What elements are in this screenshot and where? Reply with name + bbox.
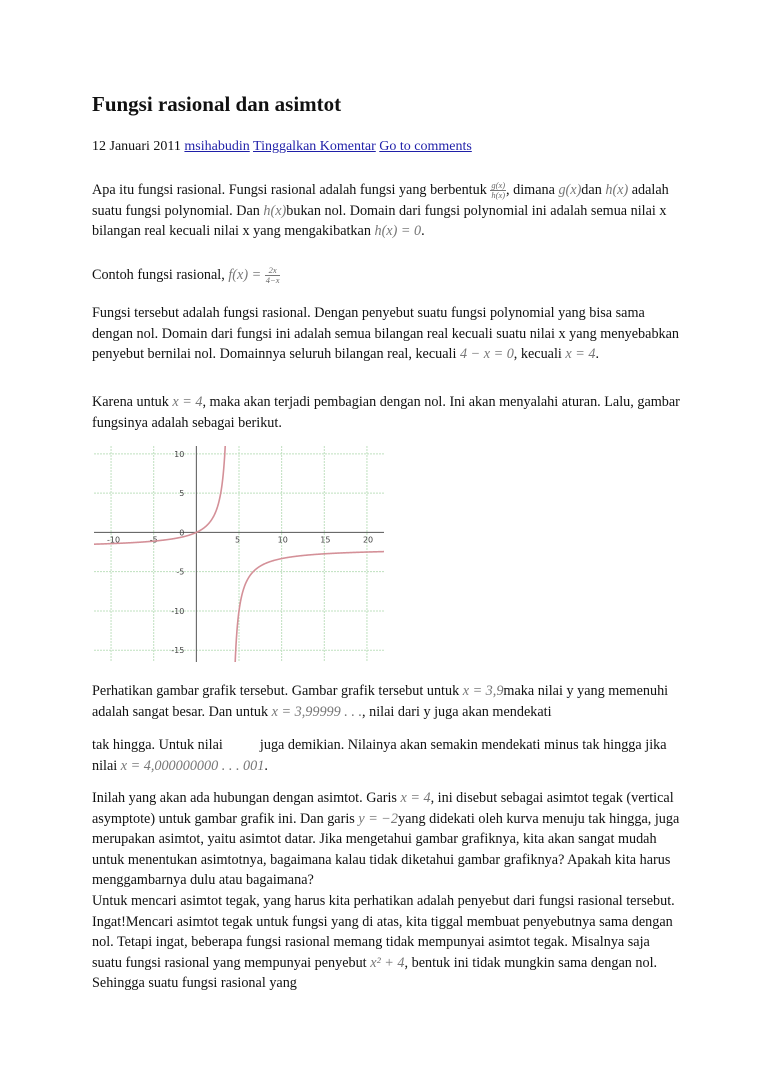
math-hx: h(x) — [605, 182, 629, 198]
x-tick-label: 20 — [362, 535, 374, 545]
math-x-squared-plus-4: x² + 4 — [370, 954, 405, 971]
paragraph-6 — [92, 735, 682, 776]
math-4-minus-x: 4 − x = 0 — [459, 346, 514, 362]
paragraph-2 — [92, 265, 682, 286]
math-x-eq-4-c: x = 4 — [400, 790, 431, 806]
p4-text-b: , maka akan terjadi pembagian dengan nol. Ini akan menyalahi aturan. Lalu, gambar fungsinya adalah sebagai berikut. — [92, 394, 680, 431]
p7-text-a: Inilah yang akan ada hubungan dengan asimtot. Garis — [92, 790, 397, 806]
math-x-eq-3-9: x = 3,9 — [462, 683, 504, 699]
p3-text-c: . — [595, 346, 600, 362]
function-graph — [94, 446, 384, 662]
curve-branch-right — [235, 552, 384, 662]
leave-comment-link[interactable]: Tinggalkan Komentar — [253, 139, 376, 154]
p8-text-b: , bentuk ini tidak mungkin sama dengan nol. Sehingga suatu fungsi rasional yang — [92, 954, 658, 991]
p5-text-b: maka nilai y yang memenuhi adalah sangat besar. Dan untuk — [92, 683, 669, 720]
p8-text-a: Untuk mencari asimtot tegak, yang harus kita perhatikan adalah penyebut dari fungsi rasional tersebut. Ingat!Mencari asimtot tegak untuk fungsi yang di atas, kita tiggal membuat penyebutnya sama dengan nol. Tetapi ingat, beberapa fungsi rasional memang tidak mempunyai asimtot tegak. Misalnya saja suatu fungsi rasional yang mempunyai penyebut — [92, 893, 675, 971]
math-hx-eq-0: h(x) = 0 — [374, 223, 422, 239]
p4-text-a: Karena untuk — [92, 394, 169, 410]
paragraph-7 — [92, 788, 682, 891]
fraction-2x-over-4-minus-x: $\frac{2x}{4-x}$ — [265, 265, 280, 286]
p1-text-e: bukan nol. Domain dari fungsi polynomial ini adalah semua nilai x bilangan real kecuali nilai x yang mengakibatkan — [92, 202, 667, 239]
p1-text-f: . — [421, 223, 425, 239]
p1-text-a: Apa itu fungsi rasional. Fungsi rasional adalah fungsi yang berbentuk — [92, 182, 487, 198]
p6-text-a: tak hingga. Untuk nilai — [92, 737, 223, 753]
math-gx: g(x) — [558, 182, 582, 198]
y-tick-label: -15 — [171, 646, 185, 656]
paragraph-4 — [92, 392, 682, 433]
x-tick-label: 15 — [320, 535, 331, 545]
p5-text-a: Perhatikan gambar grafik tersebut. Gambar grafik tersebut untuk — [92, 683, 460, 699]
x-tick-label: 5 — [235, 535, 241, 545]
x-tick-label: 10 — [277, 535, 288, 545]
math-x-eq-4-000001: x = 4,000000000 . . . 001 — [120, 757, 265, 774]
x-tick-label: -5 — [149, 535, 158, 545]
p1-text-b: , dimana — [506, 182, 555, 198]
goto-comments-link[interactable]: Go to comments — [379, 139, 472, 154]
p1-text-d: adalah suatu fungsi polynomial. Dan — [92, 182, 669, 219]
math-x-eq-3-99999: x = 3,99999 . . . — [271, 703, 363, 720]
p6-text-c: . — [264, 757, 268, 774]
post-meta — [92, 139, 472, 155]
paragraph-1 — [92, 180, 682, 242]
math-x-eq-4-b: x = 4 — [172, 394, 203, 410]
math-y-eq-minus-2: y = −2 — [358, 810, 398, 827]
math-x-eq-4: x = 4 — [565, 346, 596, 362]
p3-text-b: , kecuali — [513, 346, 562, 362]
math-fx: f(x) = — [228, 267, 262, 283]
p6-text-b: juga demikian. Nilainya akan semakin mendekati minus tak hingga jika nilai — [92, 737, 667, 774]
math-hx-2: h(x) — [263, 202, 287, 219]
page-title: Fungsi rasional dan asimtot — [92, 92, 342, 116]
author-link[interactable]: msihabudin — [184, 139, 250, 154]
fraction-g-over-h: $\frac{g(x)}{h(x)}$ — [491, 180, 506, 201]
paragraph-8 — [92, 891, 682, 994]
y-tick-label: 5 — [179, 489, 185, 499]
p3-text-a: Fungsi tersebut adalah fungsi rasional. Dengan penyebut suatu fungsi polynomial yang bisa sama dengan nol. Domain dari fungsi ini adalah semua bilangan real kecuali suatu nilai x yang menyebabkan penyebut bernilai nol. Domainnya seluruh bilangan real, kecuali — [92, 305, 680, 362]
p1-text-c: dan — [581, 182, 602, 198]
p2-text-a: Contoh fungsi rasional, — [92, 267, 225, 283]
y-tick-label: 10 — [174, 449, 185, 459]
curve-branch-left — [94, 446, 226, 544]
p5-text-c: , nilai dari y juga akan mendekati — [362, 703, 552, 720]
x-tick-label: -10 — [107, 535, 121, 545]
y-tick-label: -10 — [171, 606, 185, 616]
y-tick-label: -5 — [176, 567, 185, 577]
paragraph-5 — [92, 681, 682, 722]
p7-text-c: yang didekati oleh kurva menuju tak hingga, juga merupakan asimtot, yaitu asimtot datar. Jika mengetahui gambar grafiknya, kita akan sangat mudah untuk menentukan asimtotnya, bagaimana kalau tidak diketahui gambar grafiknya? Apakah kita harus menggambarnya dulu atau bagaimana? — [92, 810, 680, 888]
p7-text-b: , ini disebut sebagai asimtot tegak (vertical asymptote) untuk gambar grafik ini. Dan garis — [92, 790, 674, 827]
paragraph-3 — [92, 303, 682, 365]
y-tick-label: 0 — [179, 528, 185, 538]
post-date: 12 Januari 2011 — [92, 139, 181, 154]
